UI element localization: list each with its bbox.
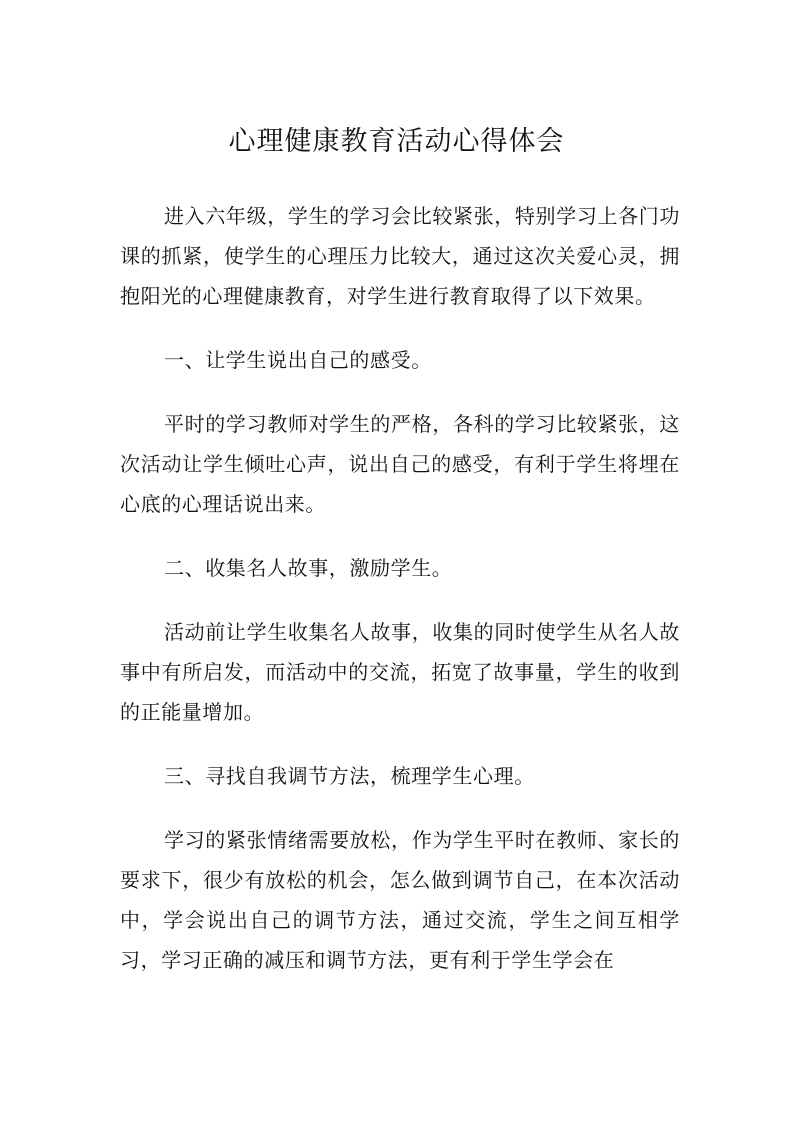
document-body bbox=[120, 196, 680, 1004]
section-1-paragraph: 平时的学习教师对学生的严格，各科的学习比较紧张，这次活动让学生倾吐心声，说出自己的感受，有利于学生将埋在心底的心理话说出来。 bbox=[120, 412, 680, 516]
section-2-paragraph: 活动前让学生收集名人故事，收集的同时使学生从名人故事中有所启发，而活动中的交流，拓宽了故事量，学生的收到的正能量增加。 bbox=[120, 620, 680, 724]
document-title: 心理健康教育活动心得体会 bbox=[228, 126, 565, 157]
intro-paragraph: 进入六年级，学生的学习会比较紧张，特别学习上各门功课的抓紧，使学生的心理压力比较大，通过这次关爱心灵，拥抱阳光的心理健康教育，对学生进行教育取得了以下效果。 bbox=[120, 204, 680, 308]
section-heading-1: 一、让学生说出自己的感受。 bbox=[164, 348, 432, 372]
section-3-paragraph: 学习的紧张情绪需要放松，作为学生平时在教师、家长的要求下，很少有放松的机会，怎么做到调节自己，在本次活动中，学会说出自己的调节方法，通过交流，学生之间互相学习，学习正确的减压和调节方法，更有利于学生学会在 bbox=[120, 828, 680, 972]
section-heading-3: 三、寻找自我调节方法，梳理学生心理。 bbox=[164, 764, 535, 788]
section-heading-2: 二、收集名人故事，激励学生。 bbox=[164, 556, 453, 580]
